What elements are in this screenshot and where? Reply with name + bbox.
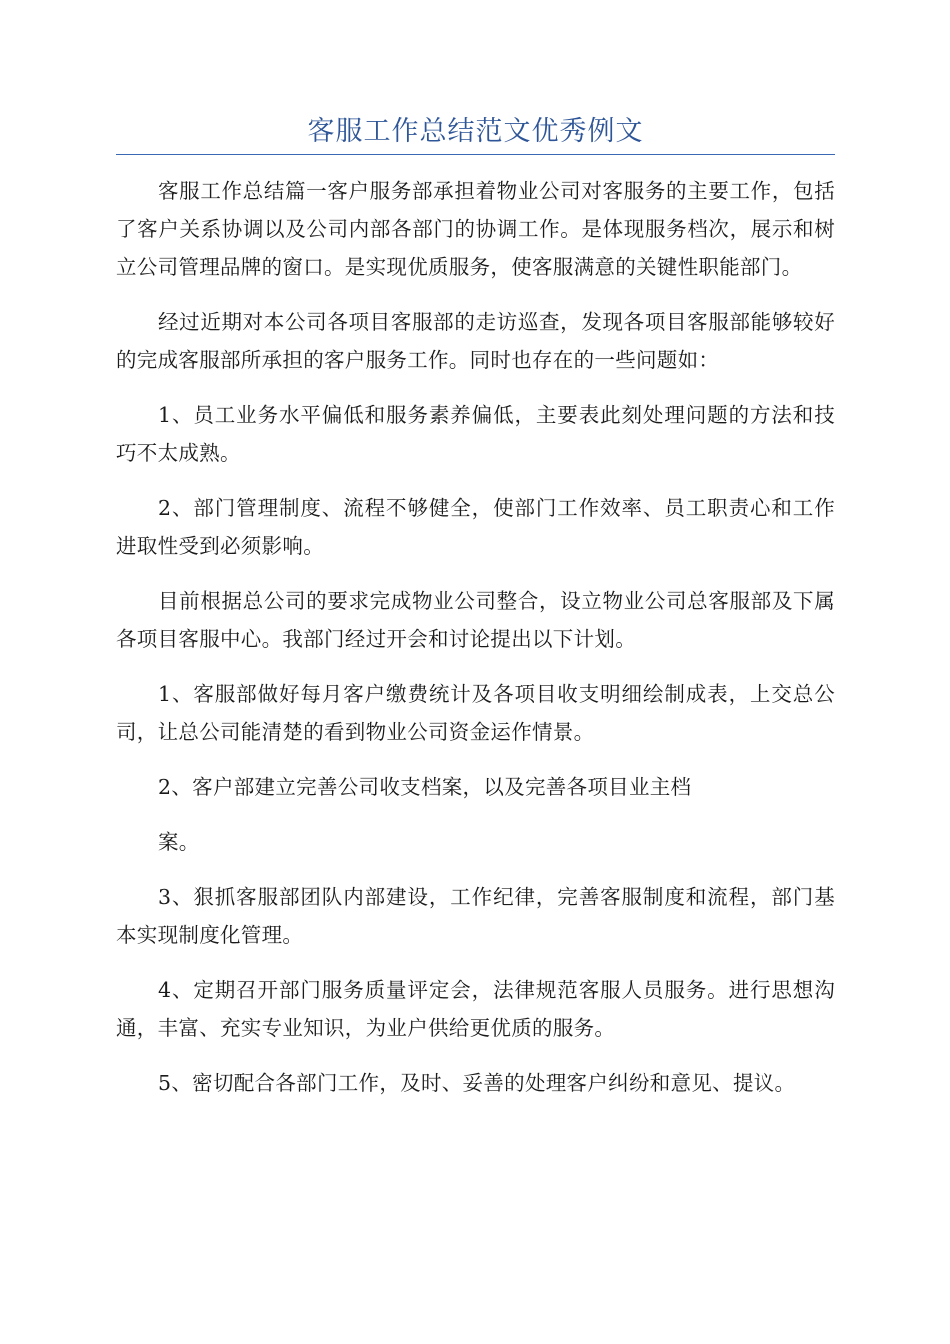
paragraph-inspection: 经过近期对本公司各项目客服部的走访巡查，发现各项目客服部能够较好的完成客服部所承担的客户服务工作。同时也存在的一些问题如： — [116, 310, 835, 372]
document-title: 客服工作总结范文优秀例文 — [307, 116, 644, 147]
plan-item-2: 2、客户部建立完善公司收支档案，以及完善各项目业主档 — [158, 775, 692, 799]
plan-item-1: 1、客服部做好每月客户缴费统计及各项目收支明细绘制成表，上交总公司，让总公司能清楚的看到物业公司资金运作情景。 — [116, 682, 835, 744]
plan-item-2-continued: 案。 — [158, 830, 200, 854]
document-body — [116, 172, 835, 1119]
problem-item-1: 1、员工业务水平偏低和服务素养偏低，主要表此刻处理问题的方法和技巧不太成熟。 — [116, 403, 835, 465]
plan-item-3: 3、狠抓客服部团队内部建设，工作纪律，完善客服制度和流程，部门基本实现制度化管理。 — [116, 885, 835, 947]
title-underline — [116, 154, 835, 155]
paragraph-intro: 客服工作总结篇一客户服务部承担着物业公司对客服务的主要工作，包括了客户关系协调以及公司内部各部门的协调工作。是体现服务档次，展示和树立公司管理品牌的窗口。是实现优质服务，使客服满意的关键性职能部门。 — [116, 179, 835, 279]
problem-item-2: 2、部门管理制度、流程不够健全，使部门工作效率、员工职责心和工作进取性受到必须影响。 — [116, 496, 835, 558]
plan-item-5: 5、密切配合各部门工作，及时、妥善的处理客户纠纷和意见、提议。 — [158, 1071, 796, 1095]
plan-item-4: 4、定期召开部门服务质量评定会，法律规范客服人员服务。进行思想沟通，丰富、充实专业知识，为业户供给更优质的服务。 — [116, 978, 835, 1040]
paragraph-plan: 目前根据总公司的要求完成物业公司整合，设立物业公司总客服部及下属各项目客服中心。我部门经过开会和讨论提出以下计划。 — [116, 589, 835, 651]
